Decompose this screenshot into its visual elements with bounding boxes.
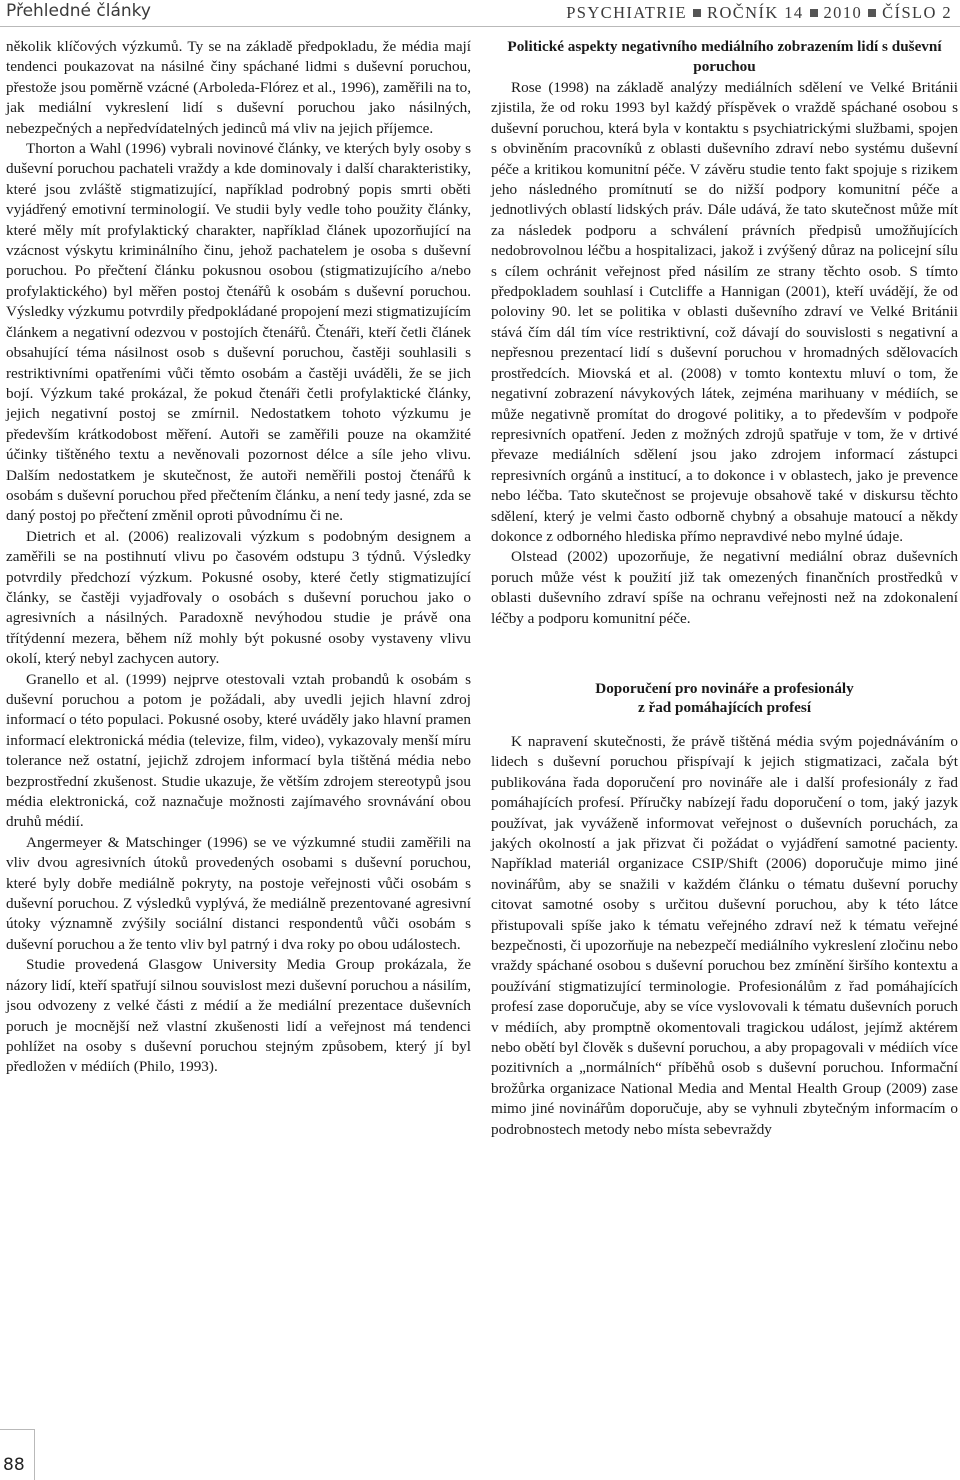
paragraph: Rose (1998) na základě analýzy mediálních sdělení ve Velké Británii zjistila, že od roku 1993 byl každý příspěvek o vraždě spáchané osobou s duševní poruchou, která byla v kontaktu s psychiatrickými službami, spojen s obviněním pracovníků z oblasti duševního zdraví nebo systému duševní péče a kritikou komunitní péče. V závěru studie tento fakt spojuje s rizikem jeho následného promítnutí se do nižší podpory komunitní péče a jednotlivých oblastí lidských práv. Dále udává, že tato skutečnost může mít za následek podporu a schválení právních předpisů umožňujících nedobrovolnou léčbu a hospitalizaci, jakož i zvýšený důraz na policejní sílu s cílem ochránit veřejnost před násilím ze strany těchto osob. S tímto předpokladem souhlasí i Cutcliffe a Hannigan (2001), kteří uvádějí, že od poloviny 90. let se politika v oblasti duševního zdraví ve Velké Británii stává čím dál tím více restriktivní, což dávají do souvislosti s negativní a nepřesnou prezentací lidí s duševní poruchou v hromadných sdělovacích prostředcích. Miovská et al. (2008) v tomto kontextu mluví o tom, že negativní zobrazení návykových látek, zejména marihuany v médiích, se může negativně promítat do drogové politiky, a to především v podpoře represivních opatření. Jeden z možných zdrojů spatřuje v tom, že v drtivé převaze mediálních sdělení jsou jako zdrojem informací zástupci represivních orgánů a institucí, a to dokonce i v oblastech, jako je prevence nebo léčba. Tato skutečnost se projevuje obsahově také v diskursu těchto sdělení, který je velmi často odborně chybný a obsahuje matoucí a někdy dokonce z odborného hlediska přímo nepravdivé nebo mylné údaje. xyxy=(491,79,958,545)
volume: ROČNÍK 14 xyxy=(707,3,804,22)
separator-square xyxy=(868,9,876,17)
heading-line: Doporučení pro novináře a profesionály xyxy=(595,679,854,697)
section-heading xyxy=(491,679,958,718)
journal-info xyxy=(566,3,952,23)
page-number: 88 xyxy=(3,1455,25,1475)
issue: ČÍSLO 2 xyxy=(882,3,952,22)
heading-line: z řad pomáhajících profesí xyxy=(637,699,812,717)
separator-square xyxy=(693,9,701,17)
journal-name: PSYCHIATRIE xyxy=(566,3,688,22)
section-title: Přehledné články xyxy=(6,1,151,21)
paragraph: Studie provedená Glasgow University Media Group prokázala, že názory lidí, kteří spatřují silnou souvislost mezi duševní poruchou a násilím, jsou odvozeny z velké části z médií a že mediální prezentace duševních poruch je mocnější než vlastní zkušenosti lidí a veřejnost má tendenci pohlížet na osoby s duševní poruchou stejným způsobem, který jí byl předložen v médiích (Philo, 1993). xyxy=(6,956,471,1076)
separator-square xyxy=(810,9,818,17)
section-heading: Politické aspekty negativního mediálního zobrazením lidí s duševní poruchou xyxy=(507,38,942,75)
paragraph: několik klíčových výzkumů. Ty se na základě předpokladu, že média mají tendenci poukazovat na násilné činy spáchané lidmi s duševní poruchou, přestože jsou poměrně vzácné (Arboleda-Flórez et al., 1996), zaměřili na to, jak mediální vykreslení lidí s duševní poruchou jako násilných, nebezpečných a nepředvídatelných jedinců má vliv na jejich příjemce. xyxy=(6,38,471,137)
paragraph: Angermeyer & Matschinger (1996) se ve výzkumné studii zaměřili na vliv dvou agresivních útoků provedených osobami s duševní poruchou, které byly dobře mediálně pokryty, na postoje veřejnosti vůči osobám s duševní poruchou. Z výsledků vyplývá, že mediálně prezentované agresivní útoky významně zvýšily sociální distanci respondentů vůči osobám s duševní poruchou a že tento vliv byl patrný i dva roky po obou událostech. xyxy=(6,833,471,953)
paragraph: Thorton a Wahl (1996) vybrali novinové články, ve kterých byly osoby s duševní poruchou pachateli vraždy a kde dominovaly i další charakteristiky, které jsou zvláště stigmatizující, například podrobný popis smrti oběti vyjádřený emotivní terminologií. Ve studii byly vedle toho použity články, které měly mít profylaktický charakter, například článek upozorňující na vzácnost výskytu kriminálního činu, jehož pachatelem je osoba s duševní poruchou. Po přečtení článku pokusnou osobou (stigmatizujícího a/nebo profylaktického) byl měřen postoj čtenářů k osobám s duševní poruchou. Výsledky výzkumu potvrdily předpokládané propojení mezi stigmatizujícím článkem a negativní odezvou v postojích čtenářů. Čtenáři, kteří četli článek obsahující téma násilnost osob s duševní poruchou, častěji souhlasili s restriktivními opatřeními vůči těmto osobám a častěji uváděli, že se jich bojí. Výzkum také prokázal, že pokud čtenáři četli profylaktické články, jejich negativní postoj se zmírnil. Nedostatkem tohoto výzkumu je především krátkodobost měření. Autoři se zaměřili pouze na okamžité účinky tištěného textu a nevěnovali pozornost délce a síle jeho vlivu. Dalším nedostatkem je skutečnost, že autoři neměřili postoj čtenářů k osobám s duševní poruchou před přečtením článku, a není tedy jasné, zda se daný postoj po přečtení změnil oproti původnímu či ne. xyxy=(6,140,471,525)
page-number-box xyxy=(0,1429,35,1480)
paragraph: Dietrich et al. (2006) realizovali výzkum s podobným designem a zaměřili se na postihnutí vlivu po časovém odstupu 3 týdnů. Výsledky potvrdily předchozí výzkum. Pokusné osoby, které četly stigmatizující články, se častěji vyjadřovaly o osobách s duševní poruchou jako o agresivních a násilných. Paradoxně nevýhodou studie je právě ona třítýdenní mezera, během níž mohly být pokusné osoby vystaveny vlivu okolí, který nebyl zachycen autory. xyxy=(6,527,471,668)
running-header xyxy=(0,0,960,27)
year: 2010 xyxy=(823,3,863,22)
left-column xyxy=(6,37,471,1078)
right-column xyxy=(491,37,958,1140)
paragraph: Olstead (2002) upozorňuje, že negativní mediální obraz duševních poruch může vést k použití již tak omezených finančních prostředků v oblasti duševního zdraví spíše na ochranu veřejnosti než na zdokonalení léčby a podporu komunitní péče. xyxy=(491,548,958,627)
paragraph: Granello et al. (1999) nejprve otestovali vztah probandů k osobám s duševní poruchou a potom je požádali, aby uvedli jejich hlavní zdroj informací o této populaci. Pokusné osoby, které uváděly jako hlavní pramen informací elektronická média (televize, film, video), vykazovaly menší míru tolerance než ostatní, jejichž zdrojem informací byla tištěná média nebo bezprostřední zkušenost. Studie ukazuje, že větším zdrojem stereotypů jsou média elektronická, což naznačuje možnosti zajímavého srovnávání obou druhů médií. xyxy=(6,670,471,831)
paragraph: K napravení skutečnosti, že právě tištěná média svým pojednáváním o lidech s duševní poruchou přispívají k jejich stigmatizaci, začala být publikována řada doporučení pro novináře ale i další profesionály z řad pomáhajících profesí. Příručky nabízejí řadu doporučení o tom, jaký jazyk používat, jak vyváženě informovat veřejnost o duševních poruchách, za jakých okolností a jak přizvat či požádat o vyjádření samotné pacienty. Například materiál organizace CSIP/Shift (2006) doporučuje mimo jiné novinářům, aby se snažili v každém článku o tématu duševní poruchy citovat samotné osoby s určitou duševní poruchou, aby k této látce přistupovali spíše jako k tématu veřejného zdraví než k tématu veřejné bezpečnosti, či upozorňuje na nebezpečí mediálního vykreslení zločinu nebo vraždy spáchané osobou s duševní poruchou bez zmínění širšího kontextu a používání stigmatizující terminologie. Profesionálům z řad pomáhajících profesí zase doporučuje, aby se více vyslovovali k tématu duševních poruch v médiích, aby promptně okomentovali tragickou událost, jejímž aktérem nebo obětí byl člověk s duševní poruchou, a aby propagovali v médiích více pozitivních a „normálních“ příběhů osob s duševní poruchou. Informační brožůrka organizace National Media and Mental Health Group (2009) zase mimo jiné novinářům doporučuje, aby se vyhnuli zbytečným informacím o podrobnostech metody nebo místa sebevraždy xyxy=(491,732,958,1138)
